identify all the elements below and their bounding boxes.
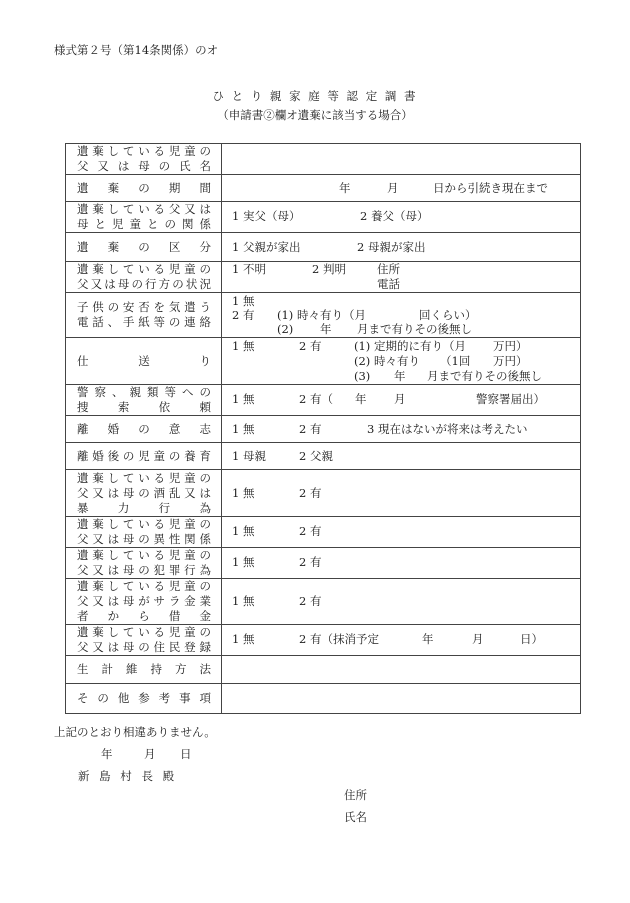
field-text: 2 母親が家出 <box>357 240 426 254</box>
table-row <box>66 385 581 416</box>
field-text: 万円） <box>493 339 528 353</box>
date-month: 月 <box>144 747 156 761</box>
custody-field[interactable] <box>222 443 581 470</box>
row-label-line: 遺棄している児童の <box>77 625 211 639</box>
field-text: 3 現在はないが将来は考えたい <box>367 422 528 436</box>
field-text: 万円） <box>493 354 528 368</box>
table-row <box>66 470 581 517</box>
row-label <box>66 416 222 443</box>
category-field[interactable] <box>222 233 581 262</box>
relationship-field[interactable] <box>222 202 581 233</box>
form-number: 様式第２号（第14条関係）のオ <box>54 43 219 57</box>
row-label-line: 暴力行為 <box>77 500 211 515</box>
row-label <box>66 338 222 385</box>
field-text: 日） <box>520 632 543 646</box>
row-label-line: 遺棄の期間 <box>77 180 211 195</box>
address-label: 住所 <box>344 788 367 802</box>
field-text: 1 無 <box>232 555 255 569</box>
field-text: (3) <box>354 369 371 383</box>
table-row <box>66 262 581 293</box>
period-field[interactable] <box>222 175 581 202</box>
field-text: 住所 <box>377 262 400 276</box>
row-label-line: 子供の安否を気遣う <box>77 300 211 314</box>
table-row <box>66 293 581 338</box>
criminal-field[interactable] <box>222 548 581 579</box>
resident-registration-field[interactable] <box>222 625 581 656</box>
field-text: 2 有 <box>299 339 322 353</box>
row-label <box>66 656 222 684</box>
row-label <box>66 579 222 625</box>
contact-field[interactable] <box>222 293 581 338</box>
date-year: 年 <box>101 747 113 761</box>
field-text: 2 有 <box>299 555 322 569</box>
field-text: 2 有 <box>232 308 255 322</box>
row-label <box>66 470 222 517</box>
row-label-line: 遺棄している児童の <box>77 579 211 593</box>
row-label <box>66 175 222 202</box>
row-label-line: 父又は母の氏名 <box>77 159 211 173</box>
row-label <box>66 443 222 470</box>
row-label-line: 遺棄している児童の <box>77 548 211 562</box>
violence-field[interactable] <box>222 470 581 517</box>
field-text: 1 無 <box>232 632 255 646</box>
row-label-line: 遺棄している児童の <box>77 517 211 531</box>
row-label-line: 電話、手紙等の連絡 <box>77 315 211 329</box>
field-text: 2 有 <box>299 524 322 538</box>
declaration: 上記のとおり相違ありません。 <box>54 725 216 739</box>
livelihood-field[interactable] <box>222 656 581 684</box>
row-label-line: その他参考事項 <box>77 691 211 705</box>
table-row <box>66 548 581 579</box>
row-label <box>66 144 222 175</box>
table-row <box>66 175 581 202</box>
field-text: 2 有 <box>299 422 322 436</box>
row-label <box>66 625 222 656</box>
field-text: 2 有（ <box>299 392 333 406</box>
field-text: 1 無 <box>232 294 255 308</box>
field-text: 2 有 <box>299 594 322 608</box>
row-label-line: 父又は母の行方の状況 <box>77 277 211 291</box>
field-text: 年 <box>355 392 367 406</box>
row-label <box>66 684 222 714</box>
row-label-line: 遺棄している父又は <box>77 202 211 216</box>
field-text: (2) <box>277 322 294 336</box>
field-text: 1 無 <box>232 594 255 608</box>
row-label-line: 父又は母の異性関係 <box>77 532 211 546</box>
date-day: 日 <box>180 747 192 761</box>
field-text: 年 <box>422 632 434 646</box>
field-text: 1 無 <box>232 392 255 406</box>
row-label-line: 遺棄している児童の <box>77 262 211 276</box>
field-text: 年 <box>339 181 351 195</box>
search-request-field[interactable] <box>222 385 581 416</box>
row-label-line: 遺棄の区分 <box>77 239 211 254</box>
field-text: 年 <box>394 369 406 383</box>
table-row <box>66 656 581 684</box>
remittance-field[interactable] <box>222 338 581 385</box>
field-text: 1 実父（母） <box>232 209 301 223</box>
whereabouts-field[interactable] <box>222 262 581 293</box>
field-text: 月まで有りその後無し <box>427 369 542 383</box>
row-label-line: 仕送り <box>77 353 211 368</box>
field-text: 電話 <box>377 277 400 291</box>
field-text: (1) 時々有り（月 <box>277 308 366 322</box>
table-row <box>66 202 581 233</box>
field-text: 1 父親が家出 <box>232 240 301 254</box>
table-row <box>66 144 581 175</box>
row-label-line: 父又は母の酒乱又は <box>77 485 211 500</box>
field-text: （1回 <box>440 354 471 368</box>
row-label <box>66 548 222 579</box>
row-label-line: 遺棄している児童の <box>77 144 211 158</box>
document-title: ひ と り 親 家 庭 等 認 定 調 書 <box>212 89 418 103</box>
survey-table <box>65 143 581 714</box>
field-text: 2 父親 <box>299 449 333 463</box>
row-label <box>66 233 222 262</box>
row-label-line: 離婚の意志 <box>77 421 211 436</box>
table-row <box>66 233 581 262</box>
row-label-line: 警察、親類等への <box>77 385 211 399</box>
name-field[interactable] <box>222 144 581 175</box>
row-label-line: 離婚後の児童の養育 <box>77 448 211 463</box>
table-row <box>66 416 581 443</box>
field-text: 月まで有りその後無し <box>357 322 472 336</box>
row-label-line: 者から借金 <box>77 609 211 623</box>
divorce-intent-field[interactable] <box>222 416 581 443</box>
field-text: 2 養父（母） <box>360 209 429 223</box>
field-text: 月 <box>394 392 406 406</box>
field-text: 1 母親 <box>232 449 266 463</box>
addressee: 新 島 村 長 殿 <box>78 769 178 783</box>
table-row <box>66 579 581 625</box>
row-label <box>66 385 222 416</box>
name-label: 氏名 <box>344 810 367 824</box>
relationship-other-field[interactable] <box>222 517 581 548</box>
field-text: (2) 時々有り <box>354 354 420 368</box>
row-label <box>66 202 222 233</box>
field-text: 1 無 <box>232 524 255 538</box>
field-text: 1 無 <box>232 486 255 500</box>
row-label-line: 父又は母の住民登録 <box>77 640 211 654</box>
remarks-field[interactable] <box>222 684 581 714</box>
table-row <box>66 338 581 385</box>
table-row <box>66 517 581 548</box>
field-text: 1 不明 <box>232 262 266 276</box>
field-text: 月 <box>387 181 399 195</box>
field-text: (1) 定期的に有り（月 <box>354 339 466 353</box>
field-text: 月 <box>472 632 484 646</box>
table-row <box>66 625 581 656</box>
table-row <box>66 443 581 470</box>
row-label-line: 捜索依頼 <box>77 400 211 414</box>
field-text: 2 判明 <box>312 262 346 276</box>
loan-field[interactable] <box>222 579 581 625</box>
row-label <box>66 517 222 548</box>
field-text: 日から引続き現在まで <box>433 181 548 195</box>
row-label-line: 父又は母の犯罪行為 <box>77 563 211 577</box>
field-text: 2 有 <box>299 486 322 500</box>
row-label-line: 遺棄している児童の <box>77 470 211 485</box>
field-text: 回くらい） <box>419 308 477 322</box>
field-text: 1 無 <box>232 339 255 353</box>
field-text: 1 無 <box>232 422 255 436</box>
field-text: 年 <box>320 322 332 336</box>
document-subtitle: （申請書②欄オ遺棄に該当する場合） <box>217 108 413 122</box>
row-label <box>66 293 222 338</box>
field-text: 警察署届出） <box>476 392 545 406</box>
field-text: 2 有（抹消予定 <box>299 632 379 646</box>
table-row <box>66 684 581 714</box>
row-label-line: 母と児童との関係 <box>77 217 211 231</box>
row-label <box>66 262 222 293</box>
row-label-line: 父又は母がサラ金業 <box>77 594 211 608</box>
row-label-line: 生計維持方法 <box>77 662 211 676</box>
